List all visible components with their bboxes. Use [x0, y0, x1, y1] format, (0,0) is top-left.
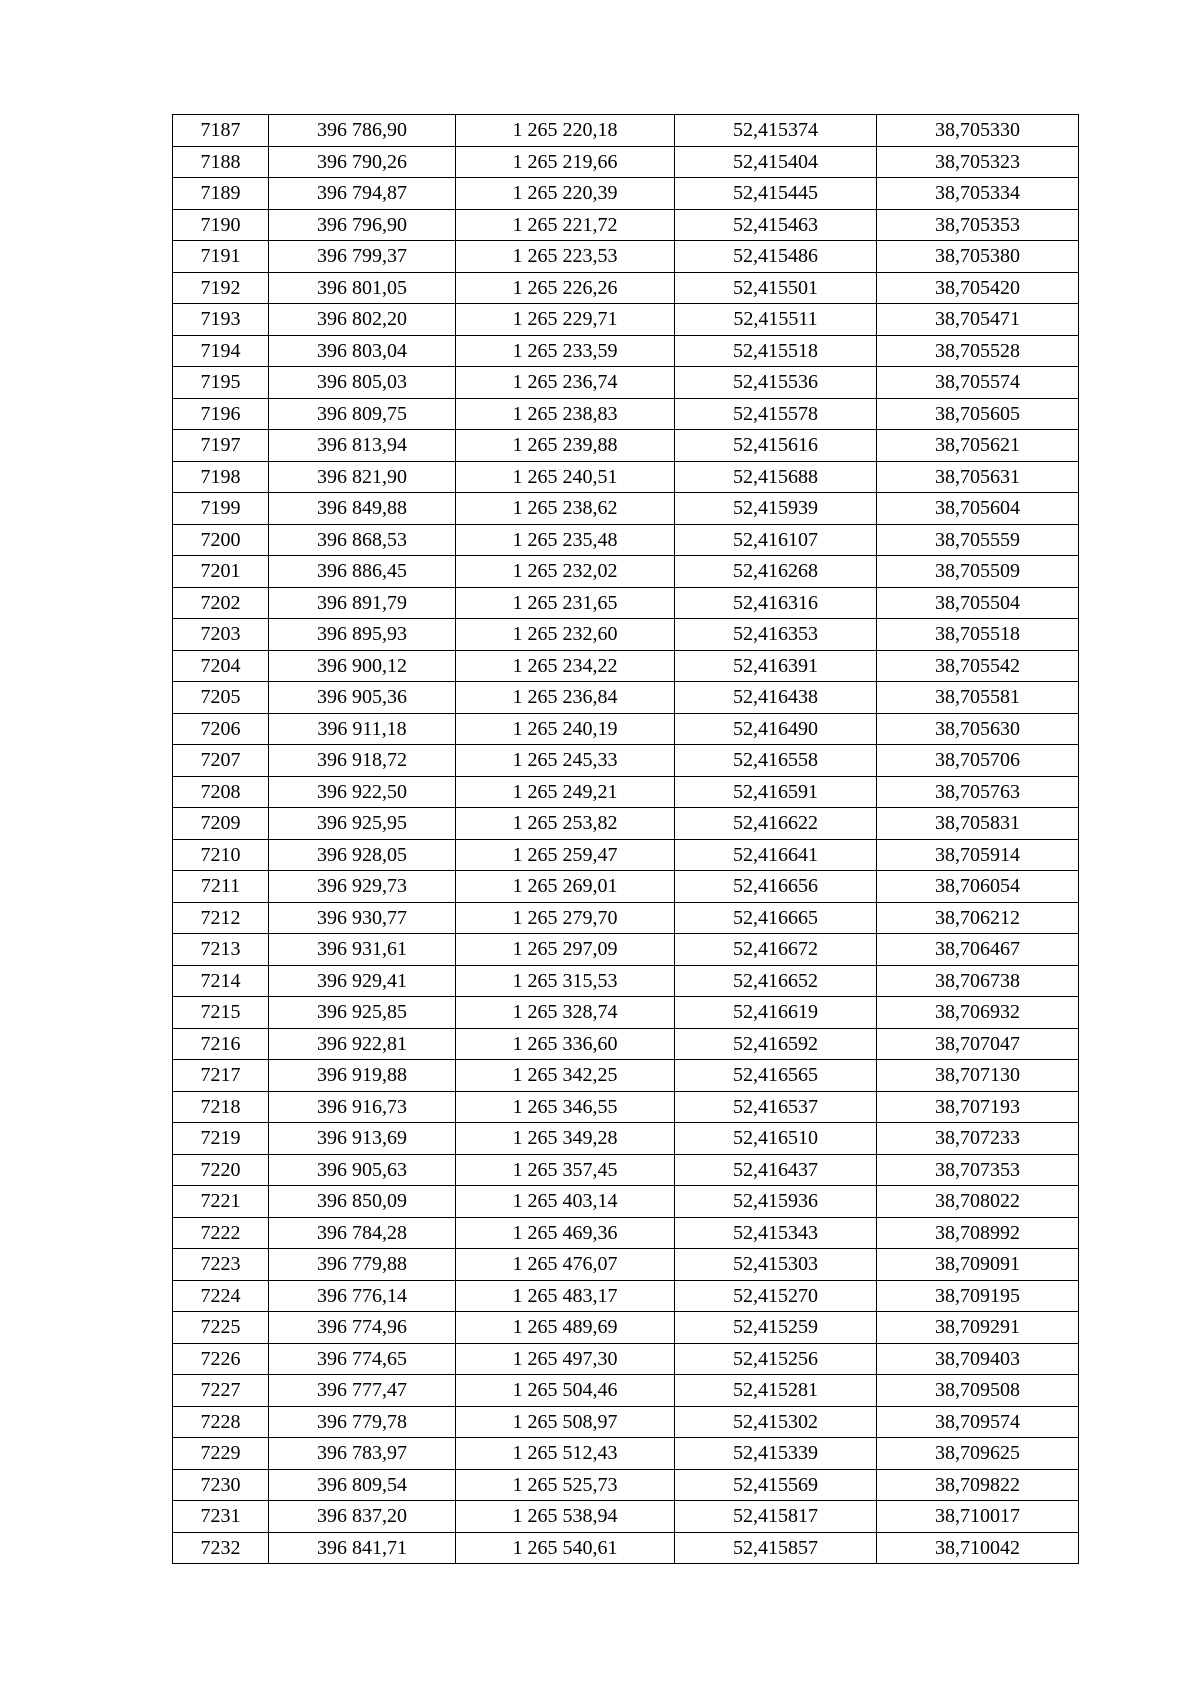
table-row — [173, 1343, 1079, 1375]
table-row — [173, 1406, 1079, 1438]
latitude-cell: 52,415343 — [675, 1217, 877, 1249]
latitude-cell: 52,415569 — [675, 1469, 877, 1501]
latitude-cell: 52,416107 — [675, 524, 877, 556]
table-row — [173, 304, 1079, 336]
latitude-cell: 52,415511 — [675, 304, 877, 336]
longitude-cell: 38,709091 — [877, 1249, 1079, 1281]
latitude-cell: 52,415817 — [675, 1501, 877, 1533]
y-coordinate-cell: 1 265 489,69 — [456, 1312, 675, 1344]
x-coordinate-cell: 396 905,63 — [269, 1154, 456, 1186]
x-coordinate-cell: 396 922,50 — [269, 776, 456, 808]
point-number-cell: 7231 — [173, 1501, 269, 1533]
x-coordinate-cell: 396 931,61 — [269, 934, 456, 966]
x-coordinate-cell: 396 930,77 — [269, 902, 456, 934]
latitude-cell: 52,416316 — [675, 587, 877, 619]
table-row — [173, 745, 1079, 777]
latitude-cell: 52,415303 — [675, 1249, 877, 1281]
y-coordinate-cell: 1 265 231,65 — [456, 587, 675, 619]
y-coordinate-cell: 1 265 220,39 — [456, 178, 675, 210]
x-coordinate-cell: 396 913,69 — [269, 1123, 456, 1155]
latitude-cell: 52,416438 — [675, 682, 877, 714]
longitude-cell: 38,705330 — [877, 115, 1079, 147]
point-number-cell: 7221 — [173, 1186, 269, 1218]
longitude-cell: 38,706932 — [877, 997, 1079, 1029]
y-coordinate-cell: 1 265 232,02 — [456, 556, 675, 588]
longitude-cell: 38,705621 — [877, 430, 1079, 462]
y-coordinate-cell: 1 265 238,62 — [456, 493, 675, 525]
x-coordinate-cell: 396 776,14 — [269, 1280, 456, 1312]
longitude-cell: 38,705353 — [877, 209, 1079, 241]
point-number-cell: 7188 — [173, 146, 269, 178]
y-coordinate-cell: 1 265 504,46 — [456, 1375, 675, 1407]
latitude-cell: 52,415501 — [675, 272, 877, 304]
longitude-cell: 38,707353 — [877, 1154, 1079, 1186]
longitude-cell: 38,705630 — [877, 713, 1079, 745]
x-coordinate-cell: 396 821,90 — [269, 461, 456, 493]
x-coordinate-cell: 396 905,36 — [269, 682, 456, 714]
latitude-cell: 52,416537 — [675, 1091, 877, 1123]
latitude-cell: 52,415281 — [675, 1375, 877, 1407]
point-number-cell: 7195 — [173, 367, 269, 399]
longitude-cell: 38,710042 — [877, 1532, 1079, 1564]
point-number-cell: 7193 — [173, 304, 269, 336]
x-coordinate-cell: 396 783,97 — [269, 1438, 456, 1470]
table-row — [173, 808, 1079, 840]
x-coordinate-cell: 396 925,85 — [269, 997, 456, 1029]
y-coordinate-cell: 1 265 239,88 — [456, 430, 675, 462]
table-row — [173, 1312, 1079, 1344]
latitude-cell: 52,415259 — [675, 1312, 877, 1344]
y-coordinate-cell: 1 265 259,47 — [456, 839, 675, 871]
longitude-cell: 38,705471 — [877, 304, 1079, 336]
latitude-cell: 52,415374 — [675, 115, 877, 147]
latitude-cell: 52,416437 — [675, 1154, 877, 1186]
latitude-cell: 52,415256 — [675, 1343, 877, 1375]
point-number-cell: 7230 — [173, 1469, 269, 1501]
y-coordinate-cell: 1 265 538,94 — [456, 1501, 675, 1533]
x-coordinate-cell: 396 799,37 — [269, 241, 456, 273]
x-coordinate-cell: 396 790,26 — [269, 146, 456, 178]
y-coordinate-cell: 1 265 238,83 — [456, 398, 675, 430]
longitude-cell: 38,709574 — [877, 1406, 1079, 1438]
y-coordinate-cell: 1 265 525,73 — [456, 1469, 675, 1501]
point-number-cell: 7208 — [173, 776, 269, 808]
longitude-cell: 38,705559 — [877, 524, 1079, 556]
x-coordinate-cell: 396 929,41 — [269, 965, 456, 997]
longitude-cell: 38,707233 — [877, 1123, 1079, 1155]
y-coordinate-cell: 1 265 342,25 — [456, 1060, 675, 1092]
longitude-cell: 38,705528 — [877, 335, 1079, 367]
longitude-cell: 38,709403 — [877, 1343, 1079, 1375]
x-coordinate-cell: 396 779,88 — [269, 1249, 456, 1281]
table-row — [173, 367, 1079, 399]
table-row — [173, 682, 1079, 714]
table-row — [173, 1028, 1079, 1060]
latitude-cell: 52,415302 — [675, 1406, 877, 1438]
longitude-cell: 38,705574 — [877, 367, 1079, 399]
longitude-cell: 38,709625 — [877, 1438, 1079, 1470]
y-coordinate-cell: 1 265 497,30 — [456, 1343, 675, 1375]
table-row — [173, 997, 1079, 1029]
y-coordinate-cell: 1 265 249,21 — [456, 776, 675, 808]
point-number-cell: 7200 — [173, 524, 269, 556]
longitude-cell: 38,707047 — [877, 1028, 1079, 1060]
point-number-cell: 7225 — [173, 1312, 269, 1344]
point-number-cell: 7216 — [173, 1028, 269, 1060]
latitude-cell: 52,416619 — [675, 997, 877, 1029]
longitude-cell: 38,706054 — [877, 871, 1079, 903]
table-row — [173, 178, 1079, 210]
x-coordinate-cell: 396 891,79 — [269, 587, 456, 619]
point-number-cell: 7190 — [173, 209, 269, 241]
longitude-cell: 38,705763 — [877, 776, 1079, 808]
table-row — [173, 839, 1079, 871]
point-number-cell: 7210 — [173, 839, 269, 871]
x-coordinate-cell: 396 841,71 — [269, 1532, 456, 1564]
x-coordinate-cell: 396 922,81 — [269, 1028, 456, 1060]
x-coordinate-cell: 396 777,47 — [269, 1375, 456, 1407]
x-coordinate-cell: 396 868,53 — [269, 524, 456, 556]
table-row — [173, 871, 1079, 903]
y-coordinate-cell: 1 265 232,60 — [456, 619, 675, 651]
longitude-cell: 38,708992 — [877, 1217, 1079, 1249]
latitude-cell: 52,416641 — [675, 839, 877, 871]
point-number-cell: 7214 — [173, 965, 269, 997]
table-row — [173, 1532, 1079, 1564]
x-coordinate-cell: 396 813,94 — [269, 430, 456, 462]
y-coordinate-cell: 1 265 219,66 — [456, 146, 675, 178]
longitude-cell: 38,705334 — [877, 178, 1079, 210]
x-coordinate-cell: 396 784,28 — [269, 1217, 456, 1249]
table-row — [173, 1060, 1079, 1092]
y-coordinate-cell: 1 265 469,36 — [456, 1217, 675, 1249]
table-row — [173, 1186, 1079, 1218]
table-row — [173, 1280, 1079, 1312]
longitude-cell: 38,706738 — [877, 965, 1079, 997]
y-coordinate-cell: 1 265 253,82 — [456, 808, 675, 840]
y-coordinate-cell: 1 265 512,43 — [456, 1438, 675, 1470]
table-row — [173, 619, 1079, 651]
latitude-cell: 52,416558 — [675, 745, 877, 777]
longitude-cell: 38,705914 — [877, 839, 1079, 871]
y-coordinate-cell: 1 265 269,01 — [456, 871, 675, 903]
point-number-cell: 7192 — [173, 272, 269, 304]
x-coordinate-cell: 396 796,90 — [269, 209, 456, 241]
x-coordinate-cell: 396 916,73 — [269, 1091, 456, 1123]
y-coordinate-cell: 1 265 279,70 — [456, 902, 675, 934]
latitude-cell: 52,415936 — [675, 1186, 877, 1218]
y-coordinate-cell: 1 265 346,55 — [456, 1091, 675, 1123]
table-row — [173, 335, 1079, 367]
x-coordinate-cell: 396 786,90 — [269, 115, 456, 147]
point-number-cell: 7194 — [173, 335, 269, 367]
table-row — [173, 1217, 1079, 1249]
latitude-cell: 52,416672 — [675, 934, 877, 966]
x-coordinate-cell: 396 849,88 — [269, 493, 456, 525]
x-coordinate-cell: 396 794,87 — [269, 178, 456, 210]
longitude-cell: 38,709291 — [877, 1312, 1079, 1344]
y-coordinate-cell: 1 265 328,74 — [456, 997, 675, 1029]
longitude-cell: 38,705631 — [877, 461, 1079, 493]
x-coordinate-cell: 396 774,96 — [269, 1312, 456, 1344]
longitude-cell: 38,705380 — [877, 241, 1079, 273]
table-row — [173, 556, 1079, 588]
point-number-cell: 7223 — [173, 1249, 269, 1281]
table-row — [173, 1154, 1079, 1186]
latitude-cell: 52,416565 — [675, 1060, 877, 1092]
x-coordinate-cell: 396 895,93 — [269, 619, 456, 651]
y-coordinate-cell: 1 265 221,72 — [456, 209, 675, 241]
table-row — [173, 524, 1079, 556]
table-row — [173, 965, 1079, 997]
point-number-cell: 7205 — [173, 682, 269, 714]
latitude-cell: 52,416665 — [675, 902, 877, 934]
longitude-cell: 38,705604 — [877, 493, 1079, 525]
point-number-cell: 7189 — [173, 178, 269, 210]
point-number-cell: 7213 — [173, 934, 269, 966]
table-row — [173, 272, 1079, 304]
table-row — [173, 1375, 1079, 1407]
y-coordinate-cell: 1 265 229,71 — [456, 304, 675, 336]
point-number-cell: 7196 — [173, 398, 269, 430]
table-row — [173, 1501, 1079, 1533]
longitude-cell: 38,705504 — [877, 587, 1079, 619]
longitude-cell: 38,705542 — [877, 650, 1079, 682]
latitude-cell: 52,416622 — [675, 808, 877, 840]
x-coordinate-cell: 396 918,72 — [269, 745, 456, 777]
y-coordinate-cell: 1 265 233,59 — [456, 335, 675, 367]
y-coordinate-cell: 1 265 220,18 — [456, 115, 675, 147]
longitude-cell: 38,706467 — [877, 934, 1079, 966]
latitude-cell: 52,415270 — [675, 1280, 877, 1312]
point-number-cell: 7218 — [173, 1091, 269, 1123]
x-coordinate-cell: 396 900,12 — [269, 650, 456, 682]
y-coordinate-cell: 1 265 223,53 — [456, 241, 675, 273]
y-coordinate-cell: 1 265 349,28 — [456, 1123, 675, 1155]
point-number-cell: 7199 — [173, 493, 269, 525]
x-coordinate-cell: 396 801,05 — [269, 272, 456, 304]
point-number-cell: 7198 — [173, 461, 269, 493]
longitude-cell: 38,705518 — [877, 619, 1079, 651]
latitude-cell: 52,416490 — [675, 713, 877, 745]
latitude-cell: 52,415463 — [675, 209, 877, 241]
longitude-cell: 38,707130 — [877, 1060, 1079, 1092]
x-coordinate-cell: 396 809,54 — [269, 1469, 456, 1501]
latitude-cell: 52,416656 — [675, 871, 877, 903]
point-number-cell: 7207 — [173, 745, 269, 777]
x-coordinate-cell: 396 837,20 — [269, 1501, 456, 1533]
y-coordinate-cell: 1 265 245,33 — [456, 745, 675, 777]
y-coordinate-cell: 1 265 236,74 — [456, 367, 675, 399]
table-row — [173, 1249, 1079, 1281]
latitude-cell: 52,416591 — [675, 776, 877, 808]
point-number-cell: 7219 — [173, 1123, 269, 1155]
longitude-cell: 38,705323 — [877, 146, 1079, 178]
longitude-cell: 38,706212 — [877, 902, 1079, 934]
table-row — [173, 776, 1079, 808]
y-coordinate-cell: 1 265 240,51 — [456, 461, 675, 493]
y-coordinate-cell: 1 265 508,97 — [456, 1406, 675, 1438]
table-row — [173, 587, 1079, 619]
point-number-cell: 7191 — [173, 241, 269, 273]
latitude-cell: 52,415536 — [675, 367, 877, 399]
table-row — [173, 1469, 1079, 1501]
x-coordinate-cell: 396 911,18 — [269, 713, 456, 745]
table-row — [173, 146, 1079, 178]
x-coordinate-cell: 396 803,04 — [269, 335, 456, 367]
y-coordinate-cell: 1 265 403,14 — [456, 1186, 675, 1218]
point-number-cell: 7220 — [173, 1154, 269, 1186]
x-coordinate-cell: 396 919,88 — [269, 1060, 456, 1092]
point-number-cell: 7222 — [173, 1217, 269, 1249]
latitude-cell: 52,416652 — [675, 965, 877, 997]
longitude-cell: 38,708022 — [877, 1186, 1079, 1218]
latitude-cell: 52,415939 — [675, 493, 877, 525]
table-row — [173, 1091, 1079, 1123]
point-number-cell: 7211 — [173, 871, 269, 903]
point-number-cell: 7203 — [173, 619, 269, 651]
table-row — [173, 650, 1079, 682]
x-coordinate-cell: 396 774,65 — [269, 1343, 456, 1375]
point-number-cell: 7229 — [173, 1438, 269, 1470]
longitude-cell: 38,705706 — [877, 745, 1079, 777]
x-coordinate-cell: 396 925,95 — [269, 808, 456, 840]
table-row — [173, 493, 1079, 525]
point-number-cell: 7212 — [173, 902, 269, 934]
y-coordinate-cell: 1 265 315,53 — [456, 965, 675, 997]
x-coordinate-cell: 396 886,45 — [269, 556, 456, 588]
longitude-cell: 38,709822 — [877, 1469, 1079, 1501]
x-coordinate-cell: 396 805,03 — [269, 367, 456, 399]
y-coordinate-cell: 1 265 357,45 — [456, 1154, 675, 1186]
point-number-cell: 7201 — [173, 556, 269, 588]
table-row — [173, 241, 1079, 273]
x-coordinate-cell: 396 929,73 — [269, 871, 456, 903]
latitude-cell: 52,416391 — [675, 650, 877, 682]
y-coordinate-cell: 1 265 540,61 — [456, 1532, 675, 1564]
point-number-cell: 7197 — [173, 430, 269, 462]
point-number-cell: 7228 — [173, 1406, 269, 1438]
table-row — [173, 934, 1079, 966]
point-number-cell: 7215 — [173, 997, 269, 1029]
longitude-cell: 38,709508 — [877, 1375, 1079, 1407]
table-row — [173, 713, 1079, 745]
y-coordinate-cell: 1 265 226,26 — [456, 272, 675, 304]
table-row — [173, 1438, 1079, 1470]
table-row — [173, 902, 1079, 934]
point-number-cell: 7209 — [173, 808, 269, 840]
y-coordinate-cell: 1 265 336,60 — [456, 1028, 675, 1060]
point-number-cell: 7226 — [173, 1343, 269, 1375]
table-row — [173, 115, 1079, 147]
longitude-cell: 38,710017 — [877, 1501, 1079, 1533]
y-coordinate-cell: 1 265 236,84 — [456, 682, 675, 714]
longitude-cell: 38,705831 — [877, 808, 1079, 840]
latitude-cell: 52,415445 — [675, 178, 877, 210]
x-coordinate-cell: 396 928,05 — [269, 839, 456, 871]
point-number-cell: 7187 — [173, 115, 269, 147]
y-coordinate-cell: 1 265 235,48 — [456, 524, 675, 556]
latitude-cell: 52,415688 — [675, 461, 877, 493]
x-coordinate-cell: 396 802,20 — [269, 304, 456, 336]
table-row — [173, 398, 1079, 430]
latitude-cell: 52,415486 — [675, 241, 877, 273]
y-coordinate-cell: 1 265 297,09 — [456, 934, 675, 966]
latitude-cell: 52,415518 — [675, 335, 877, 367]
table-row — [173, 1123, 1079, 1155]
y-coordinate-cell: 1 265 483,17 — [456, 1280, 675, 1312]
latitude-cell: 52,415404 — [675, 146, 877, 178]
latitude-cell: 52,415339 — [675, 1438, 877, 1470]
point-number-cell: 7217 — [173, 1060, 269, 1092]
latitude-cell: 52,416592 — [675, 1028, 877, 1060]
point-number-cell: 7202 — [173, 587, 269, 619]
table-row — [173, 209, 1079, 241]
point-number-cell: 7204 — [173, 650, 269, 682]
longitude-cell: 38,707193 — [877, 1091, 1079, 1123]
latitude-cell: 52,416510 — [675, 1123, 877, 1155]
table-row — [173, 461, 1079, 493]
point-number-cell: 7224 — [173, 1280, 269, 1312]
x-coordinate-cell: 396 809,75 — [269, 398, 456, 430]
latitude-cell: 52,415578 — [675, 398, 877, 430]
x-coordinate-cell: 396 850,09 — [269, 1186, 456, 1218]
longitude-cell: 38,705581 — [877, 682, 1079, 714]
point-number-cell: 7206 — [173, 713, 269, 745]
coordinates-table — [172, 114, 1079, 1564]
longitude-cell: 38,705605 — [877, 398, 1079, 430]
y-coordinate-cell: 1 265 240,19 — [456, 713, 675, 745]
latitude-cell: 52,416268 — [675, 556, 877, 588]
y-coordinate-cell: 1 265 234,22 — [456, 650, 675, 682]
point-number-cell: 7227 — [173, 1375, 269, 1407]
point-number-cell: 7232 — [173, 1532, 269, 1564]
latitude-cell: 52,416353 — [675, 619, 877, 651]
coordinates-table-body — [173, 115, 1079, 1564]
longitude-cell: 38,705420 — [877, 272, 1079, 304]
table-row — [173, 430, 1079, 462]
x-coordinate-cell: 396 779,78 — [269, 1406, 456, 1438]
longitude-cell: 38,709195 — [877, 1280, 1079, 1312]
y-coordinate-cell: 1 265 476,07 — [456, 1249, 675, 1281]
latitude-cell: 52,415616 — [675, 430, 877, 462]
latitude-cell: 52,415857 — [675, 1532, 877, 1564]
longitude-cell: 38,705509 — [877, 556, 1079, 588]
